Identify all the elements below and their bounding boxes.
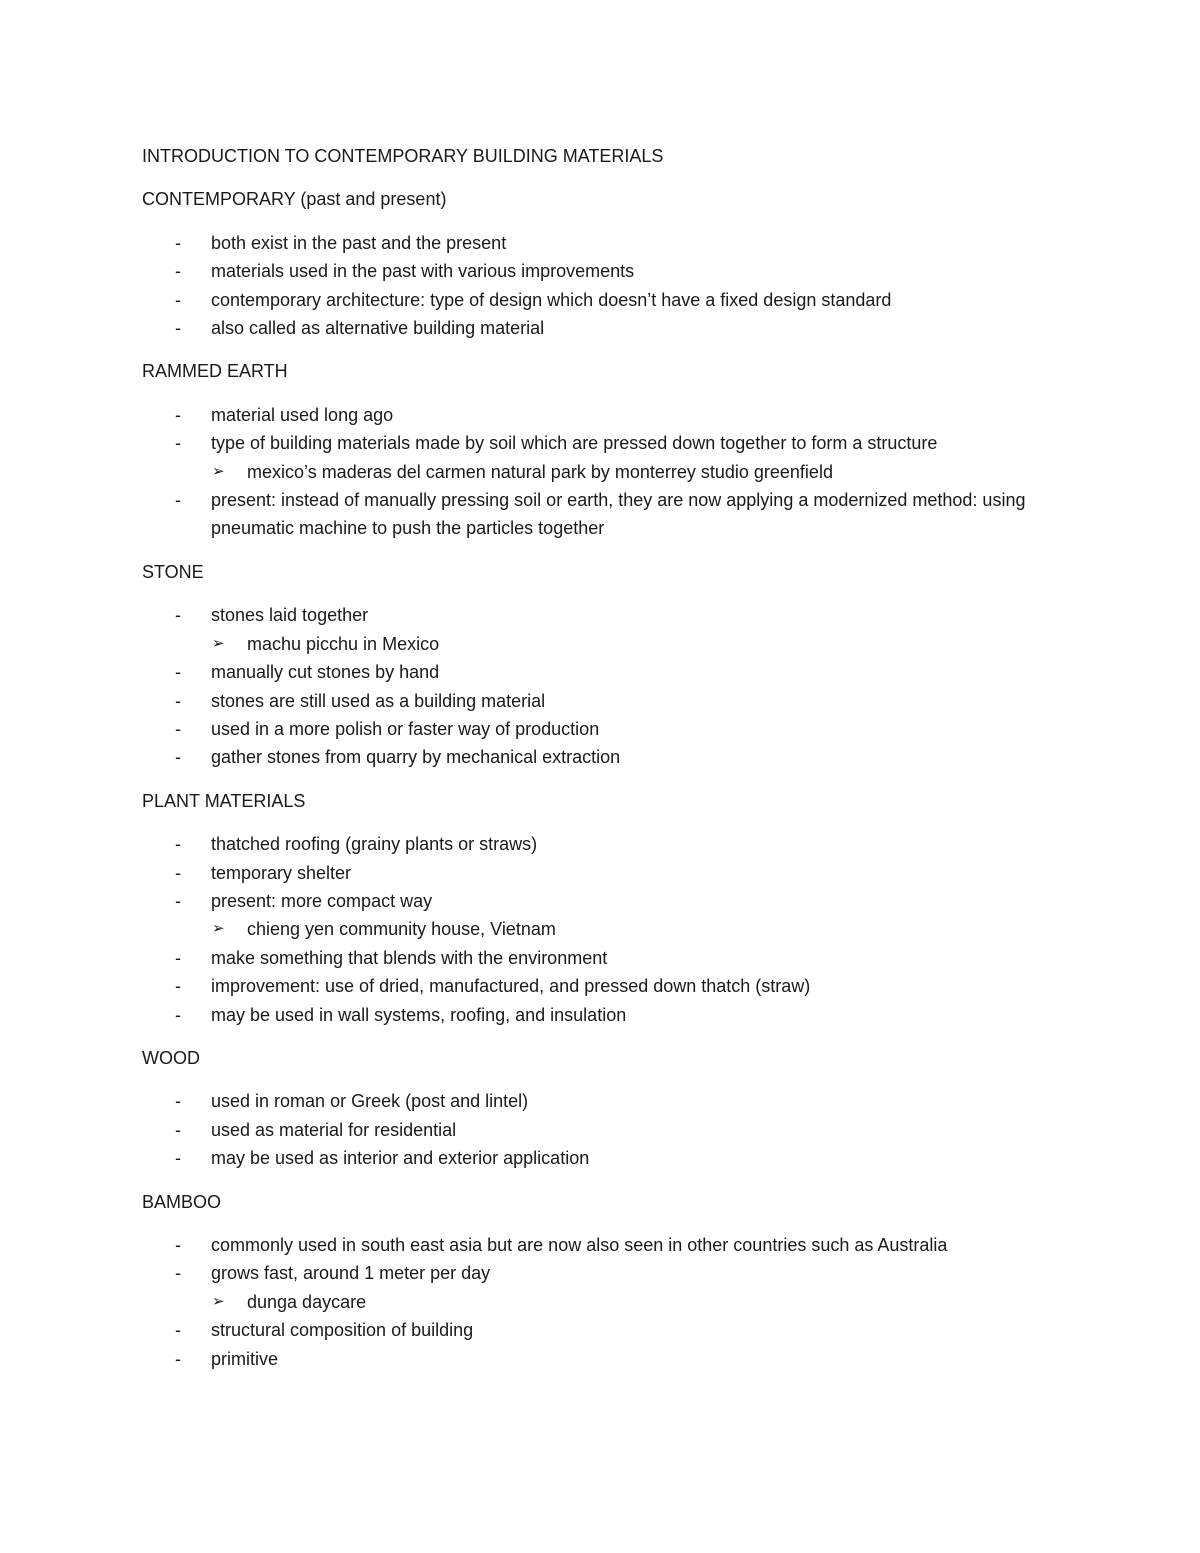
bullet-list bbox=[142, 1087, 1082, 1172]
dash-bullet: - bbox=[175, 890, 181, 911]
sub-list-item bbox=[142, 915, 1082, 943]
section-heading: PLANT MATERIALS bbox=[142, 790, 306, 811]
arrow-bullet-icon: ➢ bbox=[212, 462, 225, 480]
list-item bbox=[142, 1001, 1082, 1029]
list-item-text: make something that blends with the environment bbox=[211, 947, 608, 968]
list-item-text: materials used in the past with various improvements bbox=[211, 261, 635, 282]
list-item-text: both exist in the past and the present bbox=[211, 232, 507, 253]
list-item-text: also called as alternative building material bbox=[211, 318, 545, 339]
dash-bullet: - bbox=[175, 490, 181, 511]
list-item-text: stones are still used as a building material bbox=[211, 690, 546, 711]
bullet-list bbox=[142, 830, 1082, 1029]
arrow-bullet-icon: ➢ bbox=[212, 1292, 225, 1310]
list-item bbox=[142, 486, 1082, 543]
bullet-list bbox=[142, 229, 1082, 343]
list-item-text: may be used in wall systems, roofing, and insulation bbox=[211, 1004, 627, 1025]
section-wood bbox=[142, 1044, 1082, 1173]
section-bamboo bbox=[142, 1188, 1082, 1373]
list-item bbox=[142, 830, 1082, 858]
list-item bbox=[142, 257, 1082, 285]
sub-list-item bbox=[142, 458, 1082, 486]
dash-bullet: - bbox=[175, 1235, 181, 1255]
dash-bullet: - bbox=[175, 232, 181, 253]
list-item-text: used as material for residential bbox=[211, 1119, 457, 1140]
list-item bbox=[142, 743, 1082, 771]
list-item bbox=[142, 1345, 1082, 1373]
list-item bbox=[142, 1116, 1082, 1144]
list-item bbox=[142, 286, 1082, 314]
dash-bullet: - bbox=[175, 747, 181, 768]
bullet-list bbox=[142, 601, 1082, 771]
list-item bbox=[142, 887, 1082, 915]
sub-list-item-text: machu picchu in Mexico bbox=[247, 633, 440, 654]
sub-list-item bbox=[142, 1288, 1082, 1316]
list-item bbox=[142, 429, 1082, 457]
dash-bullet: - bbox=[175, 1348, 181, 1369]
section-contemporary bbox=[142, 185, 1082, 342]
list-item-text: improvement: use of dried, manufactured, and pressed down thatch (straw) bbox=[211, 976, 811, 997]
section-stone bbox=[142, 558, 1082, 772]
sub-list-item bbox=[142, 630, 1082, 658]
document-title: INTRODUCTION TO CONTEMPORARY BUILDING MATERIALS bbox=[142, 146, 664, 166]
list-item-text: grows fast, around 1 meter per day bbox=[211, 1263, 491, 1284]
dash-bullet: - bbox=[175, 261, 181, 282]
list-item-text: commonly used in south east asia but are now also seen in other countries such as Australia bbox=[211, 1235, 948, 1255]
list-item-text: thatched roofing (grainy plants or straws) bbox=[211, 834, 538, 855]
list-item-text: type of building materials made by soil which are pressed down together to form a structure bbox=[211, 433, 938, 454]
dash-bullet: - bbox=[175, 718, 181, 739]
dash-bullet: - bbox=[175, 1148, 181, 1169]
list-item bbox=[142, 229, 1082, 257]
list-item-text: used in roman or Greek (post and lintel) bbox=[211, 1091, 529, 1112]
list-item-text: primitive bbox=[211, 1348, 279, 1369]
dash-bullet: - bbox=[175, 1320, 181, 1341]
list-item bbox=[142, 601, 1082, 629]
dash-bullet: - bbox=[175, 433, 181, 454]
dash-bullet: - bbox=[175, 690, 181, 711]
dash-bullet: - bbox=[175, 662, 181, 683]
dash-bullet: - bbox=[175, 404, 181, 425]
list-item bbox=[142, 715, 1082, 743]
list-item-text: temporary shelter bbox=[211, 862, 352, 883]
dash-bullet: - bbox=[175, 976, 181, 997]
list-item bbox=[142, 1316, 1082, 1344]
section-heading: STONE bbox=[142, 561, 204, 582]
section-plant-materials bbox=[142, 787, 1082, 1029]
dash-bullet: - bbox=[175, 1119, 181, 1140]
list-item-text: may be used as interior and exterior application bbox=[211, 1148, 590, 1169]
section-rammed-earth bbox=[142, 357, 1082, 542]
dash-bullet: - bbox=[175, 1091, 181, 1112]
dash-bullet: - bbox=[175, 834, 181, 855]
list-item-text: stones laid together bbox=[211, 605, 369, 626]
list-item-text: material used long ago bbox=[211, 404, 394, 425]
dash-bullet: - bbox=[175, 862, 181, 883]
sub-list-item-text: chieng yen community house, Vietnam bbox=[247, 919, 556, 940]
list-item bbox=[142, 687, 1082, 715]
list-item bbox=[142, 944, 1082, 972]
arrow-bullet-icon: ➢ bbox=[212, 634, 225, 652]
section-heading: RAMMED EARTH bbox=[142, 361, 288, 382]
list-item-text: present: more compact way bbox=[211, 890, 433, 911]
list-item bbox=[142, 1087, 1082, 1115]
dash-bullet: - bbox=[175, 1004, 181, 1025]
list-item-text: structural composition of building bbox=[211, 1320, 474, 1341]
document-page bbox=[142, 142, 1082, 1388]
list-item bbox=[142, 401, 1082, 429]
dash-bullet: - bbox=[175, 947, 181, 968]
dash-bullet: - bbox=[175, 318, 181, 339]
list-item-text: present: instead of manually pressing soil or earth, they are now applying a modernized method: using pneumatic machine to push the particles together bbox=[211, 490, 1026, 539]
arrow-bullet-icon: ➢ bbox=[212, 920, 225, 938]
sub-list-item-text: mexico’s maderas del carmen natural park by monterrey studio greenfield bbox=[247, 461, 833, 482]
list-item bbox=[142, 658, 1082, 686]
bullet-list bbox=[142, 1231, 1082, 1373]
bullet-list bbox=[142, 401, 1082, 543]
list-item-text: manually cut stones by hand bbox=[211, 662, 440, 683]
list-item bbox=[142, 314, 1082, 342]
list-item-text: contemporary architecture: type of design which doesn’t have a fixed design standard bbox=[211, 289, 892, 310]
section-heading: BAMBOO bbox=[142, 1191, 222, 1212]
dash-bullet: - bbox=[175, 605, 181, 626]
list-item bbox=[142, 859, 1082, 887]
section-heading: CONTEMPORARY (past and present) bbox=[142, 189, 447, 210]
list-item bbox=[142, 1231, 1082, 1259]
sub-list-item-text: dunga daycare bbox=[247, 1291, 367, 1312]
list-item bbox=[142, 972, 1082, 1000]
dash-bullet: - bbox=[175, 289, 181, 310]
list-item-text: used in a more polish or faster way of production bbox=[211, 718, 600, 739]
dash-bullet: - bbox=[175, 1263, 181, 1284]
list-item-text: gather stones from quarry by mechanical extraction bbox=[211, 747, 621, 768]
list-item bbox=[142, 1144, 1082, 1172]
section-heading: WOOD bbox=[142, 1047, 200, 1068]
list-item bbox=[142, 1259, 1082, 1287]
